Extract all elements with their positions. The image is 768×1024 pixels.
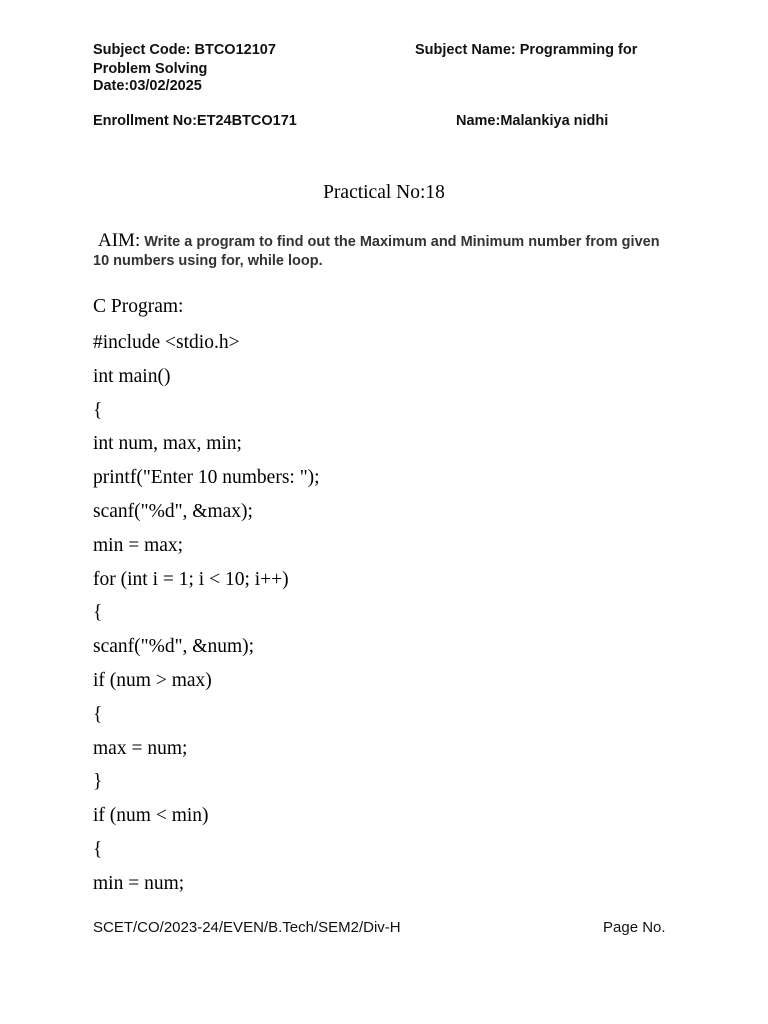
code-line: max = num; bbox=[93, 737, 188, 759]
footer-reference: SCET/CO/2023-24/EVEN/B.Tech/SEM2/Div-H bbox=[93, 919, 401, 936]
code-line: } bbox=[93, 771, 103, 793]
code-line: min = max; bbox=[93, 534, 184, 556]
code-line: int num, max, min; bbox=[93, 433, 242, 455]
code-line: #include <stdio.h> bbox=[93, 332, 240, 353]
aim-section bbox=[93, 230, 673, 271]
code-line: scanf("%d", &max); bbox=[93, 500, 253, 522]
code-line: if (num < min) bbox=[93, 805, 209, 827]
practical-title: Practical No:18 bbox=[323, 182, 445, 203]
code-heading: C Program: bbox=[93, 296, 184, 317]
code-line: scanf("%d", &num); bbox=[93, 636, 255, 658]
code-line: min = num; bbox=[93, 872, 185, 894]
student-name: Name:Malankiya nidhi bbox=[456, 113, 609, 129]
page-number-label: Page No. bbox=[603, 919, 666, 936]
aim-text: Write a program to find out the Maximum and Minimum number from given 10 numbers using for, while loop. bbox=[93, 234, 660, 269]
code-line: { bbox=[93, 838, 103, 860]
code-line: printf("Enter 10 numbers: "); bbox=[93, 467, 320, 489]
code-line: if (num > max) bbox=[93, 669, 212, 691]
code-line: { bbox=[93, 399, 103, 421]
subject-code: Subject Code: BTCO12107 bbox=[93, 42, 276, 58]
enrollment-number: Enrollment No:ET24BTCO171 bbox=[93, 113, 297, 129]
subject-name-continued: Problem Solving bbox=[93, 61, 208, 77]
code-line: { bbox=[93, 703, 103, 725]
code-listing bbox=[93, 326, 320, 901]
code-line: { bbox=[93, 602, 103, 624]
aim-label: AIM: bbox=[98, 230, 141, 251]
code-line: int main() bbox=[93, 365, 171, 387]
code-line: for (int i = 1; i < 10; i++) bbox=[93, 568, 289, 590]
date: Date:03/02/2025 bbox=[93, 78, 202, 94]
subject-name: Subject Name: Programming for bbox=[415, 42, 638, 58]
